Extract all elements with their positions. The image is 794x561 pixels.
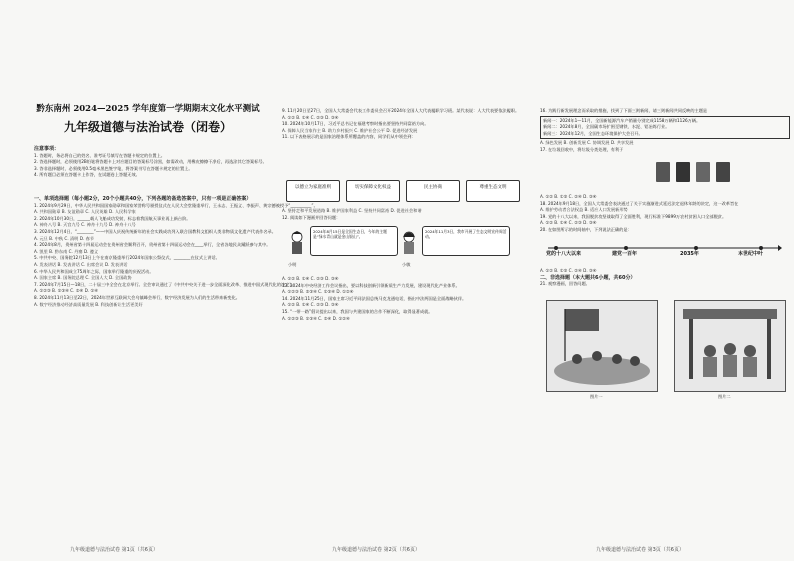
question-4: 4. 2024年8月，贵州省第十四届运动会在贵州省会顺利召开，贵州省第十四届运动会在____举行，全省各地民众踊跃参与其中。 [34,242,271,248]
cartoon-image-1 [546,300,658,392]
timeline-label: 党的十八大以来 [546,251,582,257]
flag-crowd-icon [547,301,657,391]
question-12-options: A. ①② B. ①④ C. ②③ D. ③④ [282,276,339,281]
q11-card: 以德立为家庭准则 [286,180,340,202]
question-14: 14. 2024年11月25日，国家主席习近平同法国总统马克龙通电话，指出中法两国是全面战略伙伴。 [282,295,467,301]
question-20-options: A. ①② B. ①③ C. ②④ D. ③④ [540,268,597,273]
col2-q11-options [282,208,526,221]
question-12: 12. 阅读如下漫画并回答问题： [282,214,341,220]
question-2: 2. 2024年10月30日，______载人飞船成功发射，标志着我国航天事业再上新台阶。 [34,215,191,221]
cartoon-girl-icon [398,230,420,260]
news-item: 新闻三：2024年12月，全国生态环境保护大会召开。 [543,130,643,136]
q11-card: 民主协商 [406,180,460,202]
question-16-options: A. 绿色发展 B. 创新发展 C. 协调发展 D. 共享发展 [540,140,634,146]
page-footer-2: 九年级道德与法治试卷 第2页（共6页） [332,547,420,553]
question-2-options: A. 神舟八号 B. 天宫九号 C. 神舟十九号 D. 神舟十八号 [34,222,136,228]
section1-heading: 一、单项选择题（每小题2分，20个小题共40分，下列各题的备选答案中，只有一项是正确答案） [34,196,252,202]
timeline-labels [546,250,786,257]
notice-item: 4. 所有题目必须在答题卡上作答，在试题卷上答题无效。 [34,172,140,178]
question-14-options: A. ①② B. ①④ C. ②③ D. ③④ [282,302,339,308]
hazard-bin-icon [676,162,690,182]
question-7-options: A. ①②③ B. ①③④ C. ②④ D. ①④ [34,288,98,294]
question-7: 7. 2024年7月15日—18日，二十届三中全会在北京举行。全会审议通过了《中共中央关于进一步全面深化改革、推进中国式现代化的决定》。 [34,281,296,287]
news-box [540,116,790,140]
question-4-options: A. 凯里 B. 黔东南 C. 丹寨 D. 遵义 [34,248,99,254]
cartoon-image-2 [674,300,786,392]
news-item: 新闻一：2024年1—11月，全国新能源汽车产销量分别完成1158万辆和1126万辆。 [543,117,701,123]
notice-item: 3. 答非选择题时，必须使用0.5毫米黑色签字笔，将答案书写在答题卡规定的位置上。 [34,165,193,171]
question-15-options: A. ①②③ B. ①③④ C. ②④ D. ①②④ [282,315,350,321]
page-column-3 [536,0,794,561]
question-3-options: A. 元旦 B. 中秋 C. 清明 D. 春节 [34,235,94,241]
question-9-options: A. ①② B. ①④ C. ②③ D. ③④ [282,114,339,120]
notices-heading: 注意事项： [34,146,60,152]
question-10: 10. 2024年10月17日，习近平总书记在福建考察时指出要坚持共同富裕方向。 [282,121,429,127]
col3-q18-q19 [540,194,790,234]
page-footer-3: 九年级道德与法治试卷 第3页（共6页） [596,547,684,553]
question-11-options: A. 坚持走和平发展道路 B. 维护国家利益 C. 坚持共同富裕 D. 促进社会和谐 [282,208,422,213]
other-bin-icon [716,162,730,182]
q11-card: 切实保障文化权益 [346,180,400,202]
question-17: 17. 在垃圾回收中，将垃圾分类处理，有利于 [540,146,624,152]
cartoon-boy-icon [286,230,308,260]
community-scene-icon [675,301,785,391]
question-3: 3. 2024年12月4日，“________”——中国人庆祝传统新年的社会实践成功列入联合国教科文组织人类非物质文化遗产代表作名录。 [34,228,276,234]
col2-questions-bottom [282,276,526,322]
page-footer-1: 九年级道德与法治试卷 第1页（共6页） [70,547,158,553]
question-19: 19. 党的十八大以来，我国脱贫攻坚战取得了全面胜利，现行标准下9899万农村贫困人口全部脱贫。 [540,213,727,219]
garbage-bins [656,162,730,182]
figure-1-caption: 图片一 [590,394,603,399]
notice-item: 2. 答选择题时，必须使用2B铅笔将答题卡上对应题目的答案标号涂黑，如需改动，用橡皮擦擦干净后，再选涂其它答案标号。 [34,159,267,165]
question-19-options: A. ①② B. ①④ C. ②③ D. ③④ [540,220,597,226]
col2-questions-top [282,108,526,141]
question-17-options: A. ①② B. ①③ C. ②④ D. ③④ [540,194,597,199]
person-right-label: 小敏 [402,262,411,267]
q11-card: 尊重生态文明 [466,180,520,202]
exam-title-line1: 黔东南州 2024—2025 学年度第一学期期末文化水平测试 [36,104,260,114]
timeline-label: 2035年 [680,251,699,257]
notices-block [34,146,267,179]
figure-2-caption: 图片二 [718,394,731,399]
question-11: 11. 以下表格展示的是国家治理体系所覆盖的内容，同学们从中领会到： [282,134,416,140]
question-6: 6. 中华人民共和国成立75周年之际，国家举行隆重的庆祝活动。 [34,268,154,274]
question-5-options: A. 发表讲话 B. 发表讲话 C. 出席会议 D. 发表讲话 [34,261,128,267]
speech-bubble-left: 2024年8月15日是全国生态日，今年的主题是“绿水青山就是金山银山”。 [310,226,398,256]
timeline-label: 建党一百年 [612,251,638,257]
question-8: 8. 2024年11月13日至22日，2024年世界互联网大会乌镇峰会举行，数字经济发展为人们的生活带来新变化。 [34,294,240,300]
question-9: 9. 11月20日至27日，全国人大常委会代表工作委员会召开2024年全国人大代表履职学习班。某代表说：人大代表要依法履职。 [282,108,520,113]
timeline-label: 本世纪中叶 [738,251,764,257]
question-1-options: A. 共和国勋章 B. 友谊勋章 C. 人民英雄 D. 人民科学家 [34,209,136,215]
question-10-options: A. 保障人民当家作主 B. 助力乡村振兴 C. 维护社会公平 D. 促进经济发展 [282,127,418,133]
question-6-options: A. 国家主席 B. 国务院总理 C. 全国人大 D. 全国政协 [34,275,132,281]
question-20: 20. 在如图所示的时间轴中，下列说法正确的是： [540,226,632,232]
question-16: 16. 为践行新发展理念而采取的措施，找到了下面三则新闻，请三则新闻共同反映的主题是 [540,108,708,113]
question-13-options: A. ①②③ B. ②③④ C. ①③④ D. ①②④ [282,289,354,295]
speech-bubble-right: 2024年11月3日，我市开展了生态文明宣传周活动。 [422,226,510,256]
kitchen-bin-icon [696,162,710,182]
question-13: 13. 2024年中央经济工作会议指出，要以科技创新引领新质生产力发展，建设现代化产业体系。 [282,282,460,288]
exam-title-line2: 九年级道德与法治试卷（闭卷） [63,120,232,134]
page-column-2 [272,0,528,561]
question-1: 1. 2024年9月29日，中华人民共和国国家勋章和国家荣誉称号颁授仪式在人民大会堂隆重举行，王永志、王振义、李振声、黄宗德被授予“__________”。 [34,202,318,208]
news-item: 新闻二：2024年8月，全国碳市场扩围至钢铁、水泥、铝冶炼行业。 [543,124,670,130]
question-5: 5. 中共中央、国务院12月13日上午在南京隆重举行2024年国家公祭仪式，________在仪式上讲话。 [34,255,220,261]
col3-q16 [540,108,790,154]
section2-heading: 二、非选择题（本大题共6小题，共60分） [540,274,636,281]
notice-item: 1. 答题时，务必将自己的姓名、准考证号填写在答题卡规定的位置上。 [34,152,165,158]
question-21: 21. 观察漫画，回答问题。 [540,281,590,287]
question-8-options: A. 数字经济推动经济高质量发展 B. 科技创新让生活更美好 [34,301,143,307]
q11-card-row [286,180,520,202]
recycle-bin-icon [656,162,670,182]
col3-section2 [540,268,790,288]
question-18: 18. 2024年9月18日，全国人大常委会表决通过了关于实施渐进式延迟法定退休年龄的决定，这一改革旨在 [540,200,739,206]
question-15: 15. “一带一路”倡议提出以来，我国与共建国家的合作不断深化，取得显著成就。 [282,308,433,314]
person-left-label: 小明 [288,262,297,267]
question-18-options: A. 维护劳动者合法权益 B. 适应人口发展新形势 [540,207,628,213]
